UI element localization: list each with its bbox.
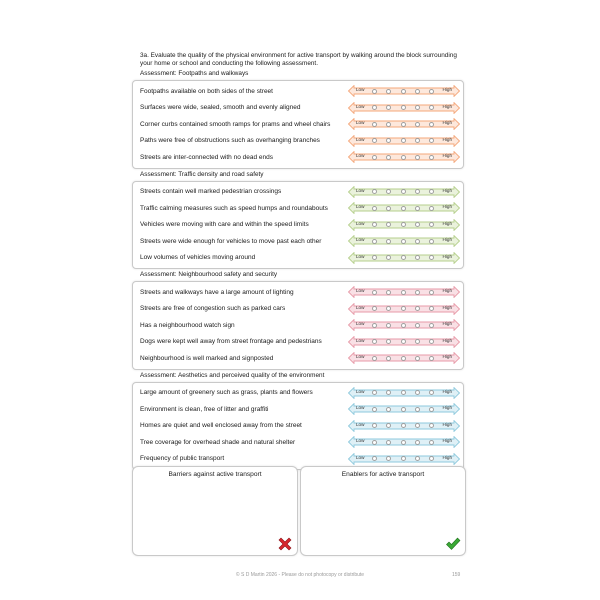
scale-low-label: Low xyxy=(356,405,365,410)
rating-radio[interactable] xyxy=(429,356,434,361)
scale-low-label: Low xyxy=(356,120,365,125)
rating-scale xyxy=(348,118,460,130)
rating-radio[interactable] xyxy=(415,306,420,311)
rating-radio[interactable] xyxy=(401,356,406,361)
rating-radio[interactable] xyxy=(429,306,434,311)
barriers-box[interactable] xyxy=(132,466,298,556)
rating-scale xyxy=(348,186,460,198)
rating-radio[interactable] xyxy=(415,206,420,211)
assessment-row xyxy=(133,434,463,451)
scale-low-label: Low xyxy=(356,204,365,209)
rating-radio[interactable] xyxy=(429,407,434,412)
assessment-row xyxy=(133,184,463,201)
rating-radio[interactable] xyxy=(415,105,420,110)
rating-radio[interactable] xyxy=(386,255,391,260)
scale-low-label: Low xyxy=(356,454,365,460)
assessment-row xyxy=(133,133,463,150)
rating-radio[interactable] xyxy=(401,323,406,328)
rating-options xyxy=(372,155,434,160)
scale-low-label: Low xyxy=(356,87,365,92)
rating-radio[interactable] xyxy=(415,423,420,428)
rating-options xyxy=(372,239,434,244)
scale-high-label: High xyxy=(442,454,452,460)
assessment-row xyxy=(133,233,463,250)
rating-radio[interactable] xyxy=(401,122,406,127)
rating-radio[interactable] xyxy=(415,189,420,194)
rating-radio[interactable] xyxy=(372,323,377,328)
section-title: Assessment: Footpaths and walkways xyxy=(140,70,249,77)
rating-options xyxy=(372,122,434,127)
rating-options xyxy=(372,89,434,94)
rating-options xyxy=(372,138,434,143)
rating-radio[interactable] xyxy=(429,440,434,445)
rating-radio[interactable] xyxy=(372,423,377,428)
rating-radio[interactable] xyxy=(401,255,406,260)
assessment-row xyxy=(133,217,463,234)
rating-radio[interactable] xyxy=(429,290,434,295)
criterion-label: Streets and walkways have a large amount of lighting xyxy=(140,288,294,296)
rating-radio[interactable] xyxy=(372,390,377,395)
rating-radio[interactable] xyxy=(386,440,391,445)
rating-radio[interactable] xyxy=(415,323,420,328)
rating-radio[interactable] xyxy=(415,122,420,127)
rating-radio[interactable] xyxy=(429,105,434,110)
intro-text: 3a. Evaluate the quality of the physical environment for active transport by walking around the block surrounding your home or school and conducting the following assessment. xyxy=(140,52,457,67)
scale-high-label: High xyxy=(442,321,452,326)
assessment-row xyxy=(133,284,463,301)
copyright-text: © S D Martin 2026 - Please do not photocopy or distribute xyxy=(235,572,365,578)
rating-radio[interactable] xyxy=(429,423,434,428)
rating-radio[interactable] xyxy=(401,390,406,395)
assessment-row xyxy=(133,385,463,402)
rating-radio[interactable] xyxy=(372,356,377,361)
rating-radio[interactable] xyxy=(415,339,420,344)
rating-scale xyxy=(348,436,460,448)
scale-high-label: High xyxy=(442,438,452,443)
rating-radio[interactable] xyxy=(429,222,434,227)
enablers-box[interactable] xyxy=(300,466,466,556)
rating-radio[interactable] xyxy=(401,290,406,295)
rating-radio[interactable] xyxy=(415,255,420,260)
rating-radio[interactable] xyxy=(386,189,391,194)
scale-high-label: High xyxy=(442,103,452,109)
rating-scale xyxy=(348,202,460,214)
assessment-row xyxy=(133,451,463,468)
rating-radio[interactable] xyxy=(401,239,406,244)
criterion-label: Streets were wide enough for vehicles to move past each other xyxy=(140,237,322,245)
rating-radio[interactable] xyxy=(386,239,391,244)
rating-scale xyxy=(348,219,460,231)
scale-high-label: High xyxy=(442,187,452,193)
section-title: Assessment: Traffic density and road safety xyxy=(140,170,264,178)
scale-high-label: High xyxy=(442,304,452,310)
rating-scale xyxy=(348,403,460,415)
rating-radio[interactable] xyxy=(415,407,420,412)
rating-radio[interactable] xyxy=(386,390,391,395)
scale-high-label: High xyxy=(442,288,452,293)
assessment-row xyxy=(133,250,463,267)
scale-low-label: Low xyxy=(356,288,365,293)
rating-radio[interactable] xyxy=(401,105,406,110)
rating-radio[interactable] xyxy=(372,407,377,412)
rating-radio[interactable] xyxy=(372,206,377,211)
rating-radio[interactable] xyxy=(386,138,391,143)
rating-radio[interactable] xyxy=(401,155,406,160)
criterion-label: Vehicles were moving with care and within the speed limits xyxy=(140,221,309,229)
rating-radio[interactable] xyxy=(401,222,406,227)
assessment-row xyxy=(133,200,463,217)
rating-options xyxy=(372,407,434,412)
bottom-boxes xyxy=(132,466,464,556)
criterion-label: Surfaces were wide, sealed, smooth and evenly aligned xyxy=(140,104,301,112)
sections-container xyxy=(132,70,464,470)
rating-radio[interactable] xyxy=(372,306,377,311)
rating-scale xyxy=(348,352,460,364)
rating-radio[interactable] xyxy=(372,290,377,295)
rating-radio[interactable] xyxy=(372,138,377,143)
rating-options xyxy=(372,440,434,445)
rating-scale xyxy=(348,85,460,97)
green-check-icon xyxy=(445,536,461,552)
rating-radio[interactable] xyxy=(415,290,420,295)
section-title: Assessment: Aesthetics and perceived quality of the environment xyxy=(140,371,325,379)
rating-options xyxy=(372,189,434,194)
criterion-label: Homes are quiet and well enclosed away from the street xyxy=(140,422,302,430)
rating-radio[interactable] xyxy=(372,122,377,127)
scale-high-label: High xyxy=(442,120,452,125)
scale-high-label: High xyxy=(442,220,452,226)
scale-low-label: Low xyxy=(356,354,365,359)
assessment-page xyxy=(132,52,464,470)
scale-high-label: High xyxy=(442,354,452,359)
rating-radio[interactable] xyxy=(429,323,434,328)
assessment-row xyxy=(133,100,463,117)
rating-radio[interactable] xyxy=(401,138,406,143)
assessment-row xyxy=(133,149,463,166)
rating-radio[interactable] xyxy=(415,390,420,395)
assessment-row xyxy=(133,301,463,318)
enablers-title: Enablers for active transport xyxy=(341,471,425,478)
red-cross-icon xyxy=(277,536,293,552)
page-number: 159 xyxy=(452,572,461,578)
criterion-label: Low volumes of vehicles moving around xyxy=(140,254,256,262)
scale-high-label: High xyxy=(442,421,452,427)
rating-options xyxy=(372,339,434,344)
scale-high-label: High xyxy=(442,204,452,209)
scale-low-label: Low xyxy=(356,187,365,193)
rating-radio[interactable] xyxy=(386,222,391,227)
rating-options xyxy=(372,222,434,227)
rating-options xyxy=(372,423,434,428)
rating-radio[interactable] xyxy=(429,339,434,344)
assessment-row xyxy=(133,83,463,100)
scale-high-label: High xyxy=(442,237,452,242)
scale-low-label: Low xyxy=(356,337,365,343)
assessment-panel xyxy=(132,281,464,370)
rating-radio[interactable] xyxy=(386,155,391,160)
rating-radio[interactable] xyxy=(372,339,377,344)
scale-low-label: Low xyxy=(356,321,365,326)
rating-options xyxy=(372,206,434,211)
scale-high-label: High xyxy=(442,337,452,343)
criterion-label: Frequency of public transport xyxy=(140,455,225,463)
assessment-row xyxy=(133,350,463,367)
rating-radio[interactable] xyxy=(386,356,391,361)
scale-low-label: Low xyxy=(356,136,365,142)
rating-radio[interactable] xyxy=(401,189,406,194)
criterion-label: Tree coverage for overhead shade and natural shelter xyxy=(140,438,296,446)
rating-radio[interactable] xyxy=(372,105,377,110)
rating-options xyxy=(372,323,434,328)
scale-low-label: Low xyxy=(356,153,365,158)
rating-radio[interactable] xyxy=(429,456,434,461)
barriers-title: Barriers against active transport xyxy=(168,471,262,478)
rating-radio[interactable] xyxy=(415,239,420,244)
scale-high-label: High xyxy=(442,153,452,158)
assessment-panel xyxy=(132,382,464,471)
rating-radio[interactable] xyxy=(386,407,391,412)
rating-options xyxy=(372,306,434,311)
criterion-label: Large amount of greenery such as grass, plants and flowers xyxy=(140,389,313,397)
rating-radio[interactable] xyxy=(372,440,377,445)
rating-scale xyxy=(348,286,460,298)
rating-radio[interactable] xyxy=(372,222,377,227)
criterion-label: Corner curbs contained smooth ramps for prams and wheel chairs xyxy=(140,120,331,128)
rating-radio[interactable] xyxy=(415,456,420,461)
rating-radio[interactable] xyxy=(429,122,434,127)
rating-radio[interactable] xyxy=(372,155,377,160)
scale-low-label: Low xyxy=(356,388,365,394)
rating-radio[interactable] xyxy=(401,423,406,428)
rating-radio[interactable] xyxy=(401,306,406,311)
rating-radio[interactable] xyxy=(429,239,434,244)
rating-scale xyxy=(348,135,460,147)
scale-high-label: High xyxy=(442,388,452,394)
scale-low-label: Low xyxy=(356,421,365,427)
criterion-label: Streets contain well marked pedestrian crossings xyxy=(140,188,282,196)
rating-scale xyxy=(348,420,460,432)
rating-radio[interactable] xyxy=(429,390,434,395)
rating-radio[interactable] xyxy=(415,89,420,94)
rating-radio[interactable] xyxy=(386,323,391,328)
rating-scale xyxy=(348,453,460,465)
criterion-label: Has a neighbourhood watch sign xyxy=(140,321,235,329)
rating-scale xyxy=(348,235,460,247)
criterion-label: Dogs were kept well away from street frontage and pedestrians xyxy=(140,338,322,346)
assessment-panel xyxy=(132,181,464,270)
rating-radio[interactable] xyxy=(372,456,377,461)
rating-radio[interactable] xyxy=(415,356,420,361)
criterion-label: Footpaths available on both sides of the street xyxy=(140,87,273,95)
rating-radio[interactable] xyxy=(401,440,406,445)
rating-radio[interactable] xyxy=(372,255,377,260)
criterion-label: Neighbourhood is well marked and signposted xyxy=(140,354,274,362)
rating-radio[interactable] xyxy=(386,206,391,211)
rating-radio[interactable] xyxy=(401,206,406,211)
scale-low-label: Low xyxy=(356,220,365,226)
rating-radio[interactable] xyxy=(429,155,434,160)
rating-radio[interactable] xyxy=(372,89,377,94)
scale-low-label: Low xyxy=(356,103,365,109)
rating-radio[interactable] xyxy=(372,239,377,244)
rating-scale xyxy=(348,387,460,399)
scale-low-label: Low xyxy=(356,438,365,443)
assessment-row xyxy=(133,334,463,351)
rating-scale xyxy=(348,102,460,114)
rating-radio[interactable] xyxy=(386,89,391,94)
criterion-label: Traffic calming measures such as speed humps and roundabouts xyxy=(140,204,328,212)
rating-scale xyxy=(348,303,460,315)
scale-high-label: High xyxy=(442,253,452,259)
rating-scale xyxy=(348,319,460,331)
rating-radio[interactable] xyxy=(386,423,391,428)
scale-low-label: Low xyxy=(356,304,365,310)
rating-options xyxy=(372,105,434,110)
assessment-panel xyxy=(132,80,464,169)
rating-radio[interactable] xyxy=(386,290,391,295)
rating-radio[interactable] xyxy=(429,138,434,143)
rating-radio[interactable] xyxy=(429,189,434,194)
rating-radio[interactable] xyxy=(401,456,406,461)
rating-radio[interactable] xyxy=(415,138,420,143)
rating-radio[interactable] xyxy=(415,222,420,227)
scale-high-label: High xyxy=(442,136,452,142)
section-title: Assessment: Neighbourhood safety and security xyxy=(140,271,278,278)
scale-low-label: Low xyxy=(356,237,365,242)
rating-radio[interactable] xyxy=(429,89,434,94)
rating-radio[interactable] xyxy=(415,155,420,160)
rating-radio[interactable] xyxy=(415,440,420,445)
rating-radio[interactable] xyxy=(386,456,391,461)
assessment-row xyxy=(133,317,463,334)
rating-options xyxy=(372,255,434,260)
assessment-row xyxy=(133,401,463,418)
rating-radio[interactable] xyxy=(386,306,391,311)
criterion-label: Environment is clean, free of litter and graffiti xyxy=(140,405,269,413)
assessment-row xyxy=(133,418,463,435)
rating-options xyxy=(372,290,434,295)
rating-options xyxy=(372,390,434,395)
rating-radio[interactable] xyxy=(386,339,391,344)
scale-high-label: High xyxy=(442,87,452,92)
rating-radio[interactable] xyxy=(372,189,377,194)
scale-high-label: High xyxy=(442,405,452,410)
rating-radio[interactable] xyxy=(401,89,406,94)
rating-radio[interactable] xyxy=(429,206,434,211)
criterion-label: Paths were free of obstructions such as overhanging branches xyxy=(140,137,320,145)
rating-scale xyxy=(348,252,460,264)
criterion-label: Streets are inter-connected with no dead ends xyxy=(140,153,273,161)
criterion-label: Streets are free of congestion such as parked cars xyxy=(140,305,286,313)
rating-radio[interactable] xyxy=(401,407,406,412)
assessment-row xyxy=(133,116,463,133)
rating-scale xyxy=(348,151,460,163)
rating-options xyxy=(372,356,434,361)
rating-scale xyxy=(348,336,460,348)
rating-radio[interactable] xyxy=(386,122,391,127)
rating-radio[interactable] xyxy=(386,105,391,110)
rating-options xyxy=(372,456,434,461)
rating-radio[interactable] xyxy=(429,255,434,260)
scale-low-label: Low xyxy=(356,253,365,259)
rating-radio[interactable] xyxy=(401,339,406,344)
